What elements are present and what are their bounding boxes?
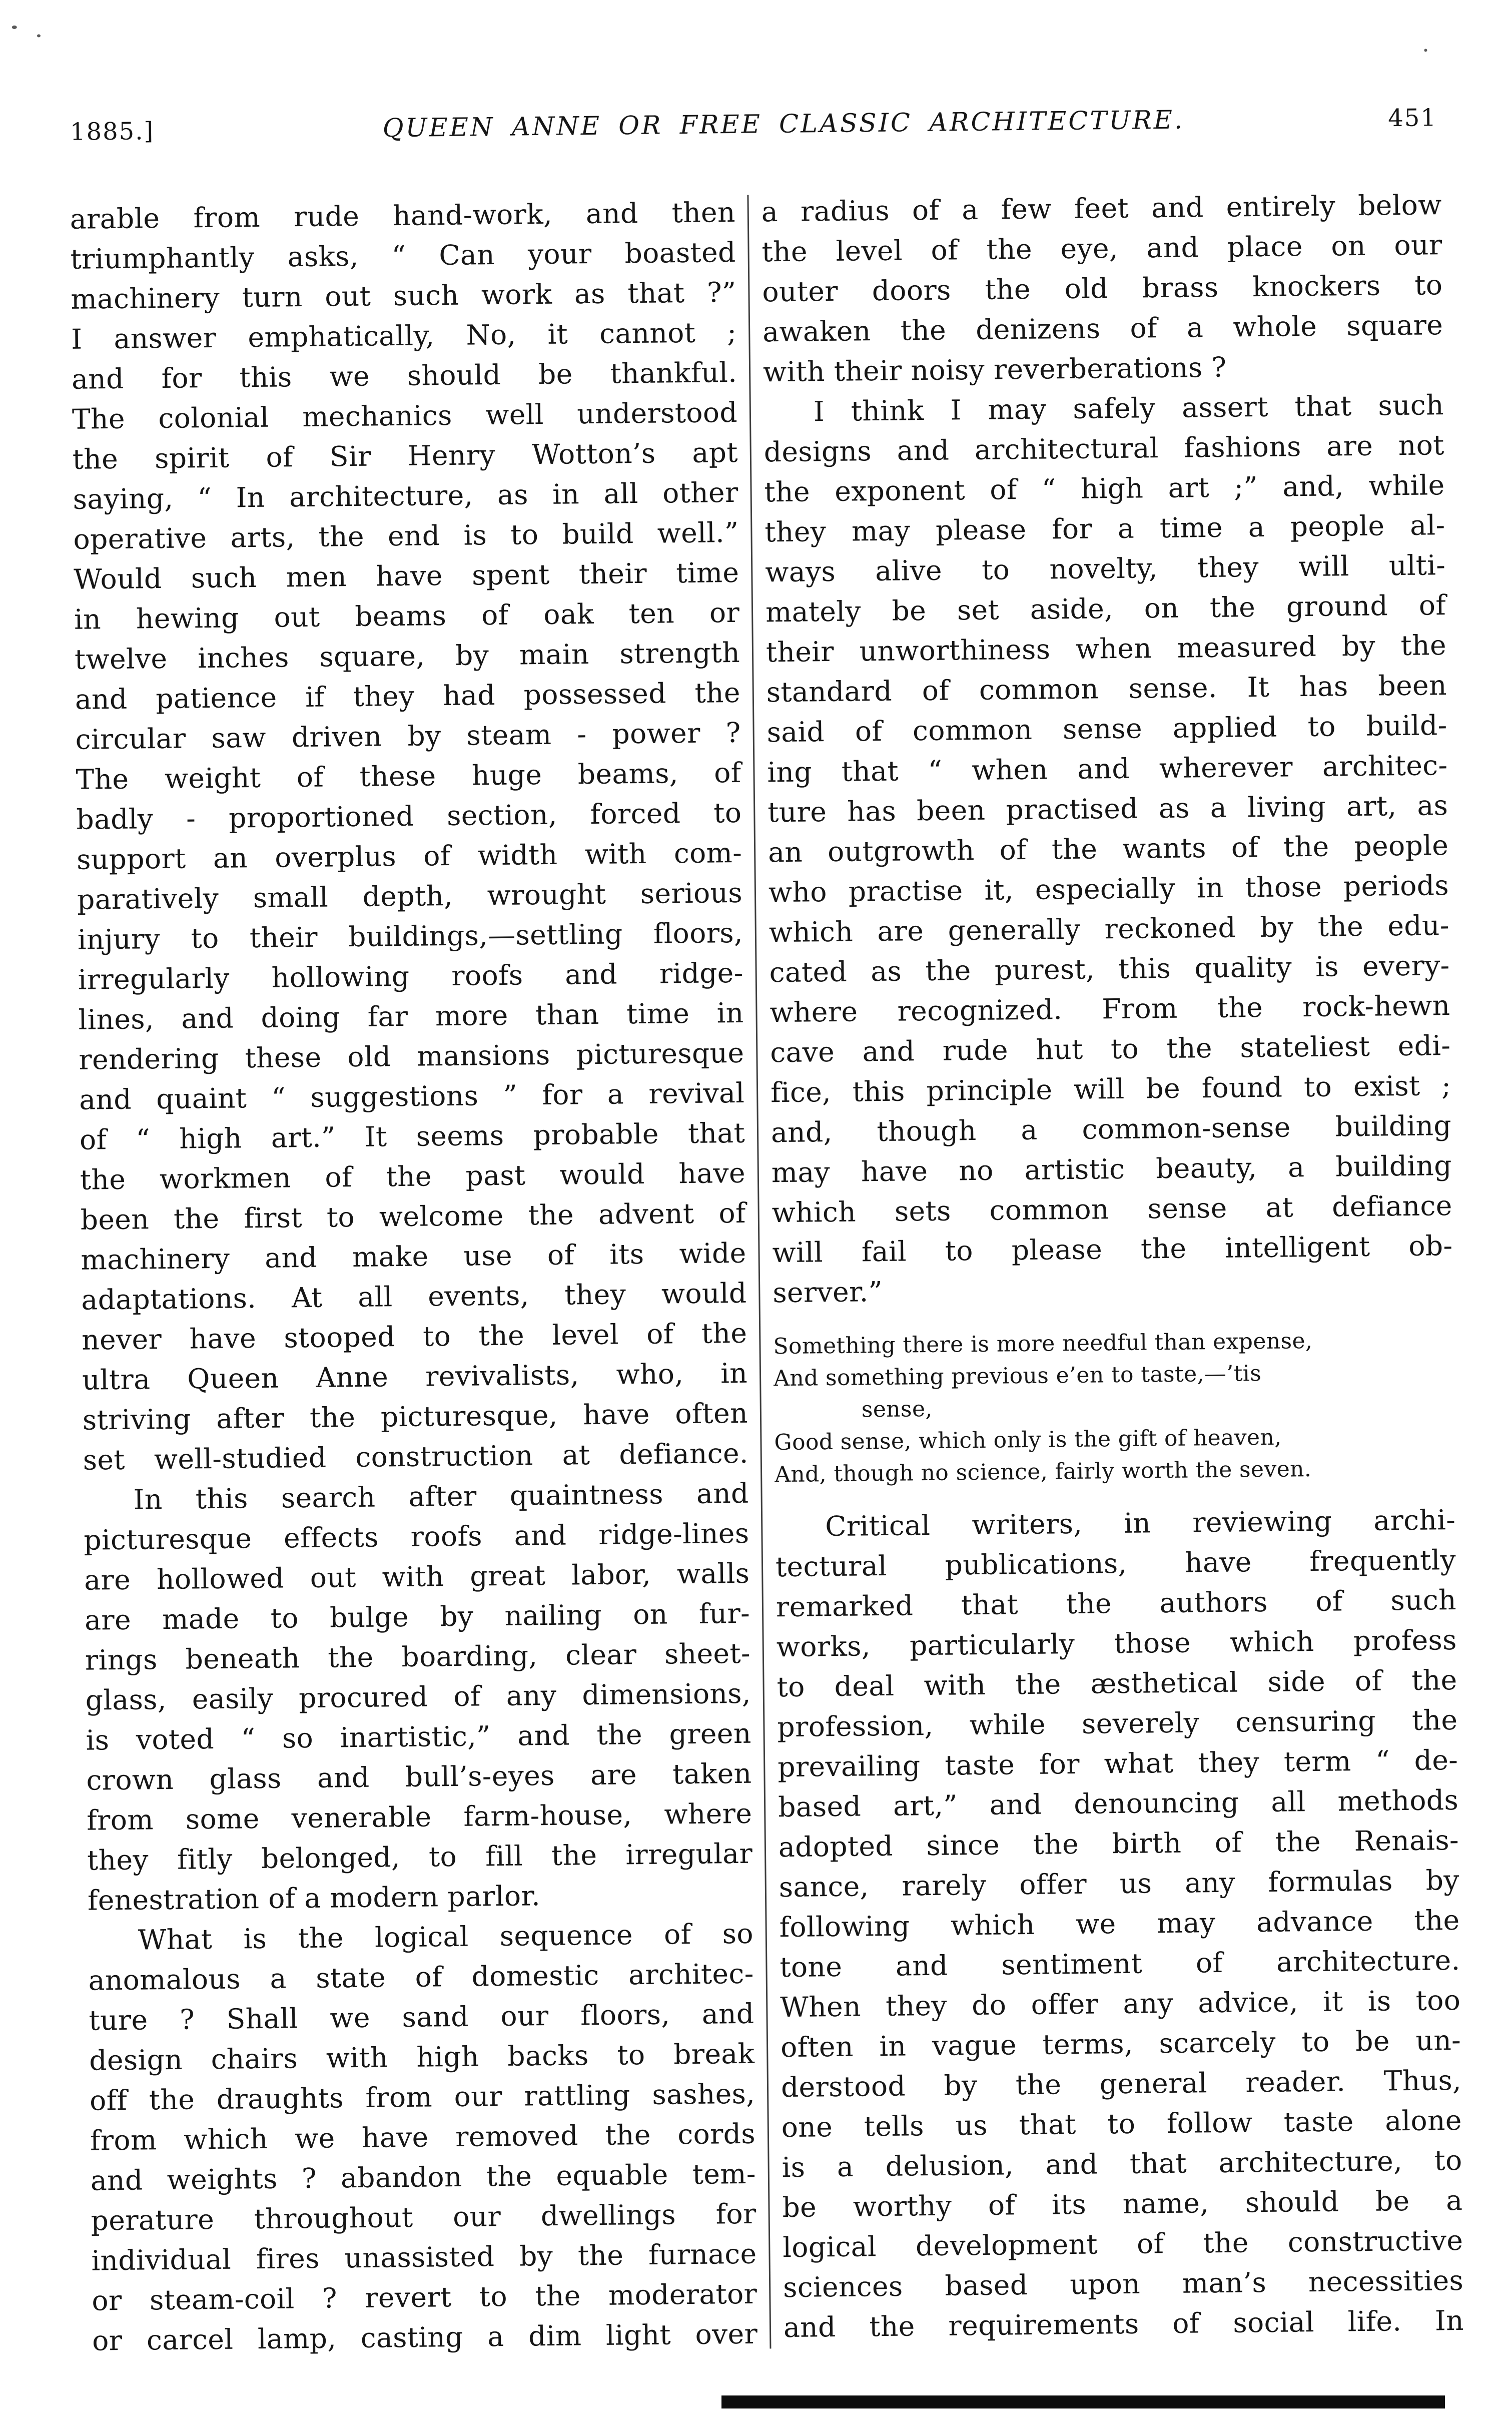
text-line: following which we may advance the <box>779 1904 1460 1944</box>
header-year-label: 1885.] <box>70 117 155 146</box>
text-line: from which we have removed the cords <box>90 2117 756 2157</box>
scan-speck <box>37 34 41 37</box>
text-line: Would such men have spent their time <box>74 556 739 595</box>
text-line: irregularly hollowing roofs and ridge- <box>78 956 744 996</box>
text-line: design chairs with high backs to break <box>89 2037 755 2077</box>
text-line: badly - proportioned section, forced to <box>76 796 742 836</box>
scan-speck <box>1424 49 1427 52</box>
text-line: outer doors the old brass knockers to <box>762 269 1443 308</box>
text-line: ture ? Shall we sand our floors, and <box>89 1997 754 2037</box>
text-line: server.” <box>773 1275 883 1309</box>
text-line: paratively small depth, wrought serious <box>77 876 743 916</box>
text-line: fenestration of a modern parlor. <box>87 1880 541 1917</box>
text-line: off the draughts from our rattling sashes, <box>89 2077 755 2117</box>
text-columns <box>70 185 1464 2360</box>
running-header <box>70 103 1437 147</box>
text-line: crown glass and bull’s-eyes are taken <box>86 1757 752 1796</box>
text-line: anomalous a state of domestic architec- <box>88 1957 754 1997</box>
text-line: set well-studied construction at defiance. <box>83 1437 749 1476</box>
text-line: the exponent of “ high art ;” and, while <box>764 469 1445 508</box>
text-line: logical development of the constructive <box>783 2224 1463 2264</box>
text-line: support an overplus of width with com- <box>76 836 742 876</box>
text-line: sance, rarely offer us any formulas by <box>779 1864 1460 1904</box>
text-line: picturesque effects roofs and ridge-lines <box>84 1517 749 1556</box>
text-line: triumphantly asks, “ Can your boasted <box>70 236 736 275</box>
header-article-title: QUEEN ANNE OR FREE CLASSIC ARCHITECTURE. <box>382 105 1185 144</box>
text-line: When they do offer any advice, it is too <box>780 1984 1461 2024</box>
text-line: from some venerable farm-house, where <box>86 1797 752 1837</box>
text-line: and weights ? abandon the equable tem- <box>90 2157 757 2197</box>
text-line: and for this we should be thankful. <box>71 356 737 395</box>
text-line: in hewing out beams of oak ten or <box>74 596 740 636</box>
text-line: Something there is more needful than expense, <box>773 1328 1313 1360</box>
text-line: sciences based upon man’s necessities <box>783 2264 1464 2304</box>
text-line: they may please for a time a people al- <box>765 509 1445 548</box>
text-line: been the first to welcome the advent of <box>80 1196 746 1236</box>
text-line: be worthy of its name, should be a <box>782 2184 1463 2224</box>
text-line: The weight of these huge beams, of <box>76 756 741 796</box>
text-line: ultra Queen Anne revivalists, who, in <box>82 1357 748 1396</box>
text-line: they fitly belonged, to fill the irregular <box>87 1837 753 1877</box>
text-line: machinery and make use of its wide <box>81 1237 746 1276</box>
text-line: the spirit of Sir Henry Wotton’s apt <box>72 436 738 475</box>
text-line: Critical writers, in reviewing archi- <box>825 1503 1456 1543</box>
text-line: works, particularly those which profess <box>776 1623 1457 1663</box>
text-line: ing that “ when and wherever architec- <box>767 749 1448 789</box>
text-line: I think I may safely assert that such <box>813 389 1444 428</box>
text-line: standard of common sense. It has been <box>766 669 1447 709</box>
text-line: rings beneath the boarding, clear sheet- <box>85 1637 751 1676</box>
text-line: The colonial mechanics well understood <box>72 396 738 435</box>
header-page-number: 451 <box>1387 104 1437 133</box>
text-line: or steam-coil ? revert to the moderator <box>92 2277 758 2317</box>
text-line: are made to bulge by nailing on fur- <box>84 1597 750 1636</box>
text-line: tone and sentiment of architecture. <box>780 1944 1460 1984</box>
text-line: will fail to please the intelligent ob- <box>772 1230 1453 1269</box>
text-line: perature throughout our dwellings for <box>91 2197 757 2237</box>
text-line: ture has been practised as a living art, as <box>767 789 1448 829</box>
text-line: never have stooped to the level of the <box>81 1317 747 1356</box>
right-column <box>761 185 1464 2353</box>
left-column <box>70 192 758 2361</box>
text-line: based art,” and denouncing all methods <box>778 1783 1459 1824</box>
text-line: is a delusion, and that architecture, to <box>782 2144 1462 2184</box>
text-line: remarked that the authors of such <box>776 1583 1457 1623</box>
text-line: ways alive to novelty, they will ulti- <box>765 549 1446 588</box>
text-line: where recognized. From the rock-hewn <box>770 989 1450 1029</box>
text-line: sense, <box>861 1396 933 1423</box>
text-line: cated as the purest, this quality is every- <box>769 949 1450 989</box>
text-line: striving after the picturesque, have often <box>82 1397 748 1436</box>
text-line: their unworthiness when measured by the <box>766 629 1447 669</box>
text-line: tectural publications, have frequently <box>775 1543 1456 1583</box>
text-line: prevailing taste for what they term “ de- <box>777 1743 1458 1783</box>
text-line: profession, while severely censuring the <box>777 1703 1458 1743</box>
text-line: derstood by the general reader. Thus, <box>781 2064 1462 2104</box>
text-line: injury to their buildings,—settling floors, <box>77 916 743 956</box>
text-line: operative arts, the end is to build well.” <box>73 516 739 555</box>
text-line: an outgrowth of the wants of the people <box>768 829 1449 869</box>
text-line: rendering these old mansions picturesque <box>79 1036 744 1076</box>
text-line: circular saw driven by steam - power ? <box>75 716 741 756</box>
text-line: And something previous e’en to taste,—’tis <box>773 1361 1262 1392</box>
text-line: lines, and doing far more than time in <box>78 996 744 1036</box>
text-line: designs and architectural fashions are not <box>764 429 1445 468</box>
text-line: adopted since the birth of the Renais- <box>778 1824 1459 1864</box>
text-line: In this search after quaintness and <box>133 1477 749 1516</box>
text-line: of “ high art.” It seems probable that <box>79 1116 745 1156</box>
text-line: machinery turn out such work as that ?” <box>71 276 736 315</box>
text-line: arable from rude hand-work, and then <box>70 196 736 235</box>
text-line: are hollowed out with great labor, walls <box>84 1557 750 1596</box>
text-line: fice, this principle will be found to exist ; <box>770 1069 1451 1109</box>
text-line: And, though no science, fairly worth the seven. <box>774 1456 1312 1488</box>
text-line: saying, “ In architecture, as in all other <box>73 476 738 515</box>
text-line: What is the logical sequence of so <box>138 1917 754 1956</box>
scan-speck <box>12 26 17 29</box>
text-line: with their noisy reverberations ? <box>763 351 1227 388</box>
text-line: or carcel lamp, casting a dim light over <box>92 2317 758 2357</box>
text-line: I answer emphatically, No, it cannot ; <box>71 316 737 355</box>
text-line: and, though a common-sense building <box>771 1109 1452 1149</box>
text-line: cave and rude hut to the stateliest edi- <box>770 1029 1451 1069</box>
text-line: and the requirements of social life. In <box>783 2304 1464 2344</box>
text-line: the workmen of the past would have <box>80 1156 746 1196</box>
text-line: adaptations. At all events, they would <box>81 1277 747 1316</box>
text-line: is voted “ so inartistic,” and the green <box>86 1717 751 1756</box>
text-line: to deal with the æsthetical side of the <box>777 1663 1457 1703</box>
text-line: which are generally reckoned by the edu- <box>769 909 1450 949</box>
text-line: and quaint “ suggestions ” for a revival <box>79 1076 745 1116</box>
text-line: which sets common sense at defiance <box>772 1189 1452 1229</box>
text-line: twelve inches square, by main strength <box>74 636 740 676</box>
text-line: Good sense, which only is the gift of heaven, <box>774 1424 1282 1456</box>
text-line: often in vague terms, scarcely to be un- <box>780 2024 1461 2064</box>
text-line: may have no artistic beauty, a building <box>771 1149 1452 1189</box>
text-line: one tells us that to follow taste alone <box>781 2104 1462 2144</box>
scan-edge-artifact <box>721 2395 1445 2408</box>
text-line: individual fires unassisted by the furnace <box>91 2237 757 2277</box>
text-line: and patience if they had possessed the <box>75 676 741 716</box>
text-line: mately be set aside, on the ground of <box>765 589 1446 629</box>
text-line: a radius of a few feet and entirely below <box>761 189 1442 228</box>
text-line: said of common sense applied to build- <box>767 709 1447 749</box>
text-line: who practise it, especially in those periods <box>768 869 1449 909</box>
text-line: awaken the denizens of a whole square <box>762 309 1443 348</box>
text-line: the level of the eye, and place on our <box>762 229 1442 268</box>
text-line: glass, easily procured of any dimensions, <box>85 1677 751 1716</box>
